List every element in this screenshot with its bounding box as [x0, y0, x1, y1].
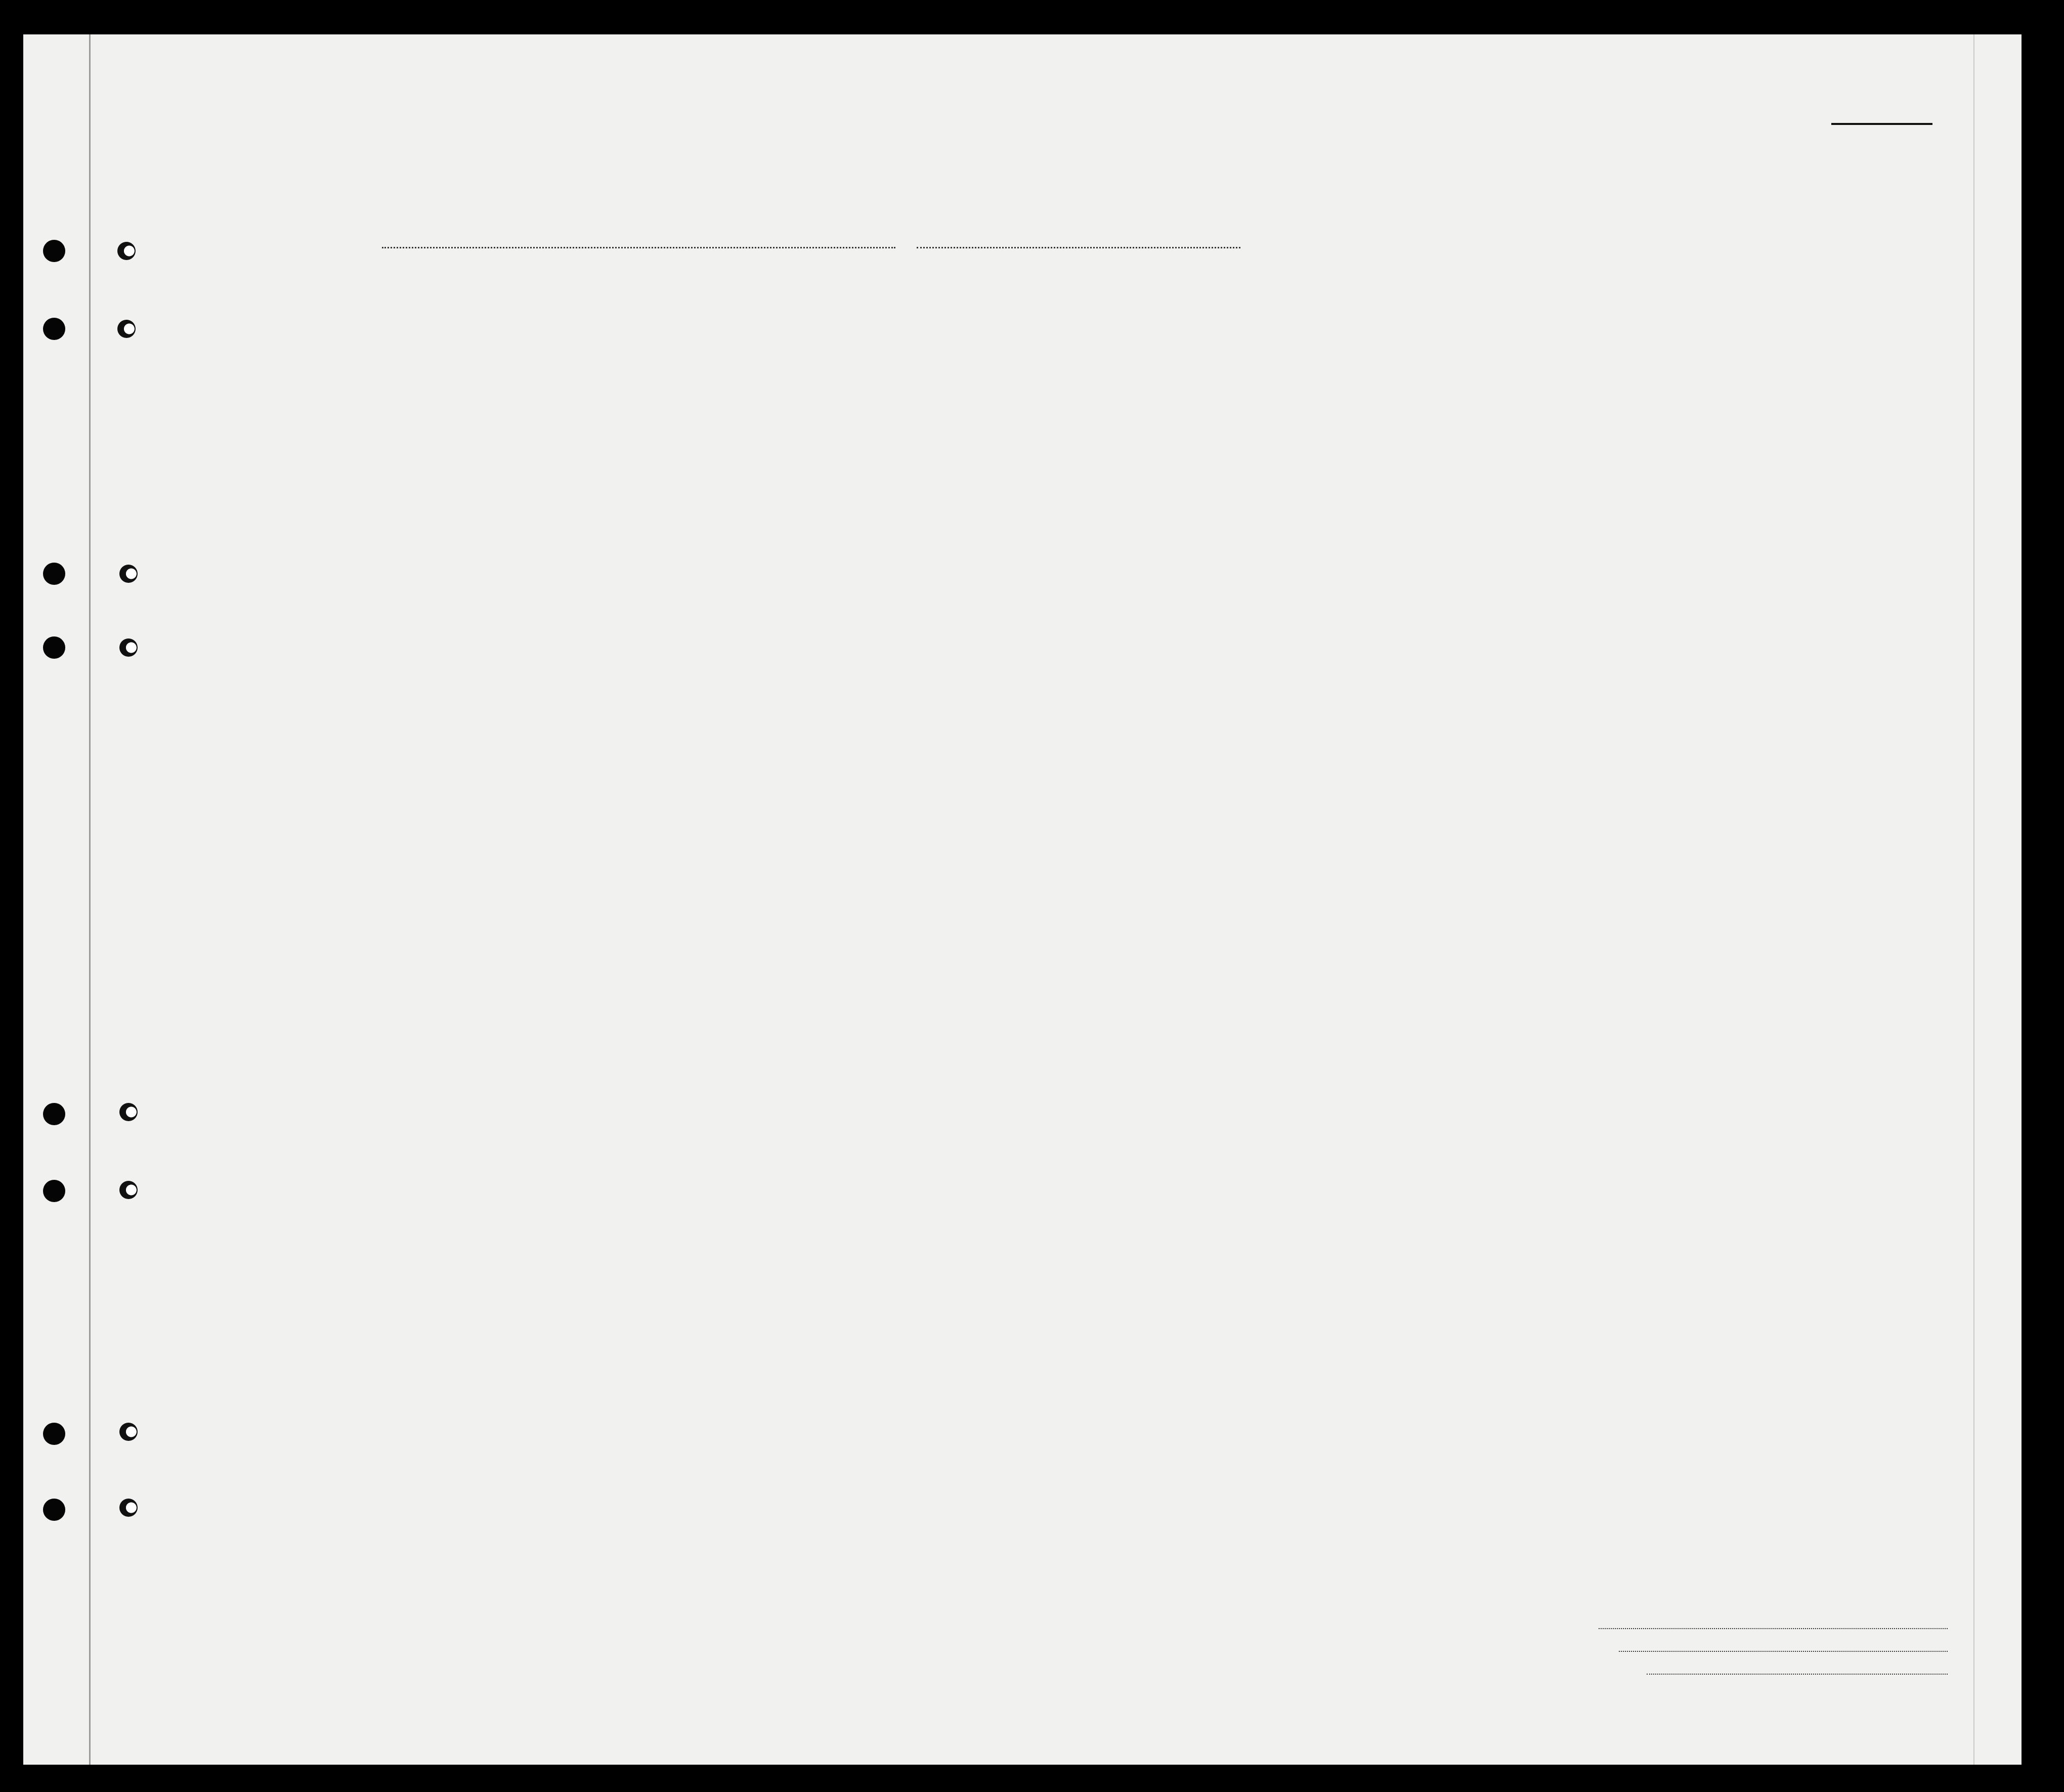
line-dotted — [1599, 1628, 1948, 1629]
agents-dotted — [1647, 1674, 1948, 1675]
header-prison — [1325, 309, 1350, 422]
header-purpose-citizen — [1298, 329, 1320, 422]
header-purpose-length — [1262, 329, 1284, 422]
owners-dotted — [1619, 1651, 1948, 1652]
header-q30 — [1515, 309, 1530, 422]
header-q28 — [1432, 309, 1467, 422]
header-q29 — [1485, 309, 1507, 422]
header-q31 — [1543, 309, 1558, 422]
header-purpose-return — [1217, 329, 1239, 422]
